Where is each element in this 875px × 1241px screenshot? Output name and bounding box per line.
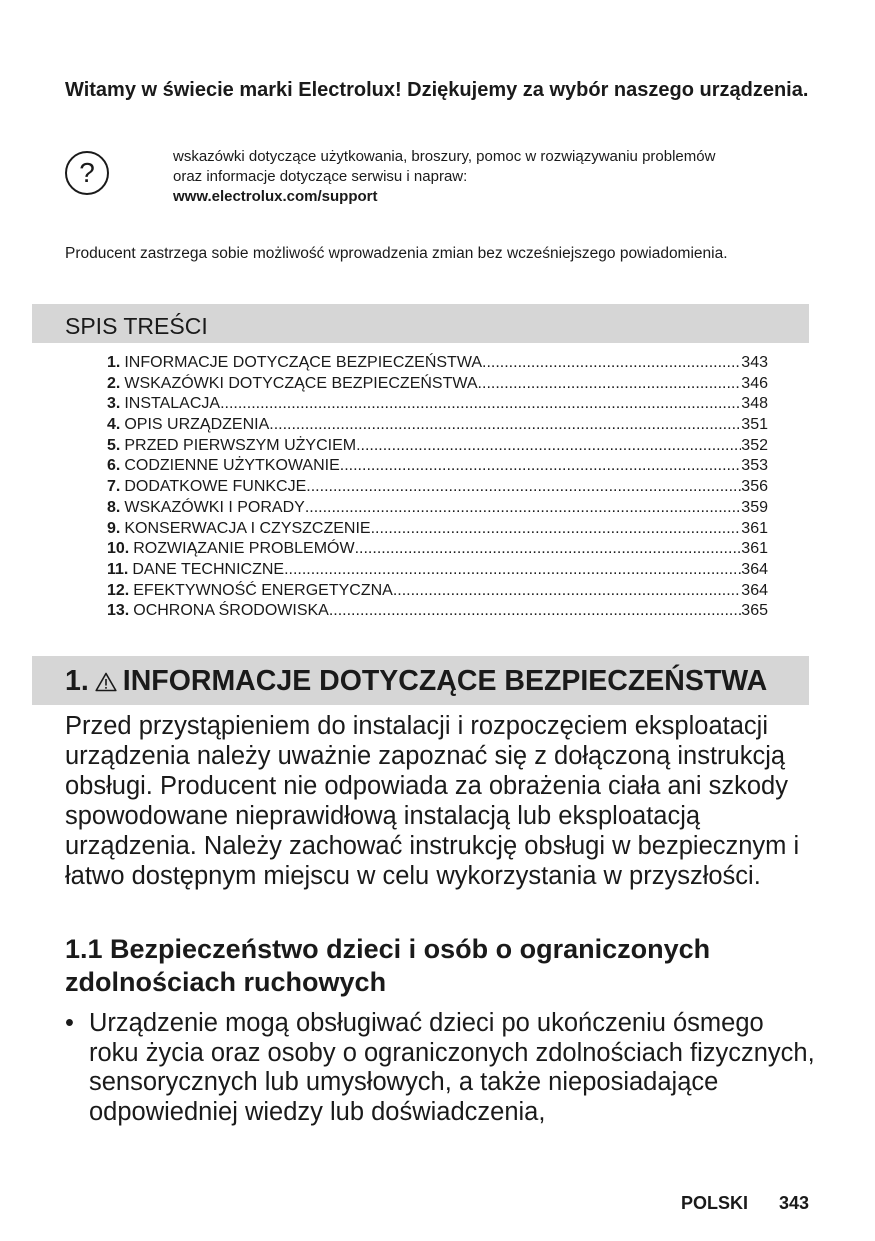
toc-item-number: 10. [107, 540, 130, 558]
toc-item[interactable] [107, 477, 768, 498]
toc-item-page: 356 [741, 478, 768, 496]
toc-item-page: 361 [741, 540, 768, 558]
toc-item-number: 2. [107, 374, 121, 392]
section-1-heading [65, 662, 805, 700]
section-title: INFORMACJE DOTYCZĄCE BEZPIECZEŃSTWA [122, 665, 768, 697]
toc-item-page: 364 [741, 581, 768, 599]
toc-item-number: 5. [107, 436, 121, 454]
question-circle-icon: ? [65, 151, 109, 195]
page-number: 343 [778, 1193, 809, 1213]
toc-item-label: OPIS URZĄDZENIA [124, 416, 270, 434]
toc-item-page: 343 [741, 354, 768, 371]
toc-item-leader [371, 519, 742, 540]
toc-item-page: 353 [741, 457, 768, 475]
toc-item-number: 6. [107, 457, 121, 475]
toc-item[interactable] [107, 560, 768, 581]
toc-item-label: CODZIENNE UŻYTKOWANIE [124, 457, 340, 475]
toc-item-number: 11. [107, 560, 129, 578]
toc-item-number: 1. [107, 354, 121, 371]
toc-item-page: 359 [741, 498, 768, 516]
toc-item-leader [284, 560, 741, 581]
toc-item-page: 361 [741, 519, 768, 537]
toc-item-label: OCHRONA ŚRODOWISKA [133, 602, 329, 620]
toc-item[interactable] [107, 456, 768, 477]
list-item [65, 1009, 815, 1127]
toc-item-leader [482, 353, 741, 374]
toc-item-number: 7. [107, 478, 121, 496]
toc-item-label: ROZWIĄZANIE PROBLEMÓW [133, 540, 355, 558]
toc-item-label: INSTALACJA [124, 395, 221, 413]
toc-item[interactable] [107, 539, 768, 560]
section-1-intro: Przed przystąpieniem do instalacji i rozpoczęciem eksploatacji urządzenia należy uważnie zapoznać się z dołączoną instrukcją obsługi. Producent nie odpowiada za obrażenia ciała ani szkody spowodowane nieprawidłową instalacją lub eksploatacją urządzenia. Należy zachować instrukcję obsługi w bezpiecznym i łatwo dostępnym miejscu w celu wykorzystania w przyszłości. [65, 712, 800, 890]
toc-item[interactable] [107, 601, 768, 622]
toc-item-label: WSKAZÓWKI I PORADY [124, 498, 305, 516]
toc-item-label: PRZED PIERWSZYM UŻYCIEM [124, 436, 357, 454]
toc-item[interactable] [107, 394, 768, 415]
toc-item-number: 13. [107, 602, 130, 620]
toc-item-leader [355, 539, 742, 560]
toc-item[interactable] [107, 519, 768, 540]
support-line-1: wskazówki dotyczące użytkowania, broszury, pomoc w rozwiązywaniu problemów [173, 148, 716, 165]
toc-item-leader [220, 394, 741, 415]
bullet-icon: • [65, 1009, 74, 1037]
toc-item-label: KONSERWACJA I CZYSZCZENIE [124, 519, 371, 537]
bullet-text: Urządzenie mogą obsługiwać dzieci po ukończeniu ósmego roku życia oraz osoby o ograniczonych zdolnościach fizycznych, sensorycznych lub umysłowych, a także nieposiadające odpowiedniej wiedzy lub doświadczenia, [89, 1009, 815, 1126]
toc-item-leader [306, 477, 741, 498]
table-of-contents [107, 353, 768, 622]
toc-item-number: 9. [107, 519, 121, 537]
toc-item[interactable] [107, 374, 768, 395]
section-number: 1. [65, 665, 89, 697]
support-link[interactable]: www.electrolux.com/support [173, 188, 378, 205]
toc-item-label: DANE TECHNICZNE [132, 560, 285, 578]
subsection-1-1-heading: 1.1 Bezpieczeństwo dzieci i osób o ograniczonych zdolnościach ruchowych [65, 934, 711, 997]
toc-item-leader [269, 415, 741, 436]
support-info [173, 147, 813, 207]
toc-item-page: 364 [741, 560, 768, 578]
toc-item[interactable] [107, 353, 768, 374]
toc-item-label: EFEKTYWNOŚĆ ENERGETYCZNA [133, 581, 393, 599]
toc-item-label: WSKAZÓWKI DOTYCZĄCE BEZPIECZEŃSTWA [124, 374, 478, 392]
toc-item-leader [393, 581, 741, 602]
toc-item[interactable] [107, 415, 768, 436]
toc-item-page: 352 [741, 436, 768, 454]
toc-item-leader [356, 436, 741, 457]
footer-language: POLSKI [680, 1193, 748, 1213]
toc-item-label: INFORMACJE DOTYCZĄCE BEZPIECZEŃSTWA [124, 354, 482, 371]
toc-item-page: 351 [741, 416, 768, 434]
toc-item-page: 348 [741, 395, 768, 413]
toc-item-number: 3. [107, 395, 121, 413]
toc-item-number: 8. [107, 498, 121, 516]
toc-item[interactable] [107, 581, 768, 602]
toc-item-label: DODATKOWE FUNKCJE [124, 478, 307, 496]
support-line-2: oraz informacje dotyczące serwisu i napraw: [173, 168, 468, 185]
toc-item-leader [329, 601, 741, 622]
toc-item[interactable] [107, 498, 768, 519]
toc-item-leader [340, 456, 742, 477]
toc-item-page: 365 [741, 602, 768, 620]
toc-item-leader [478, 374, 742, 395]
toc-title: SPIS TREŚCI [65, 313, 208, 339]
toc-item-leader [305, 498, 741, 519]
warning-triangle-icon [95, 672, 117, 692]
welcome-heading: Witamy w świecie marki Electrolux! Dziękujemy za wybór naszego urządzenia. [65, 79, 809, 101]
toc-item-number: 4. [107, 416, 121, 434]
toc-item-page: 346 [741, 374, 768, 392]
toc-item-number: 12. [107, 581, 130, 599]
toc-item[interactable] [107, 436, 768, 457]
change-notice: Producent zastrzega sobie możliwość wprowadzenia zmian bez wcześniejszego powiadomienia. [65, 245, 728, 262]
